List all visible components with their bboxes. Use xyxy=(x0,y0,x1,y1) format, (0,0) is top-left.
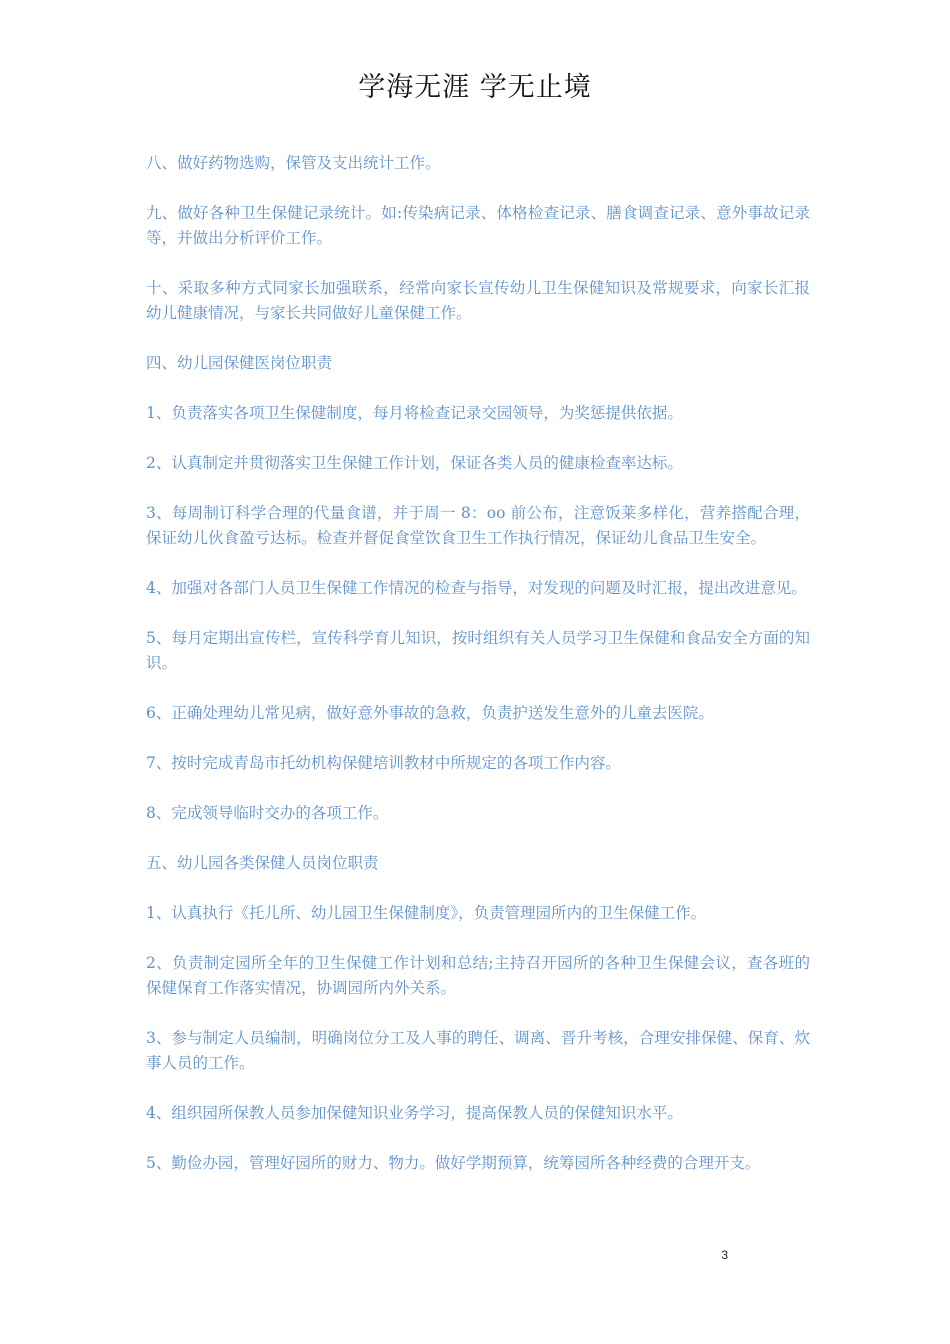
duty-item-2: 2、认真制定并贯彻落实卫生保健工作计划，保证各类人员的健康检查率达标。 xyxy=(146,454,683,472)
staff-duty-item-3: 3、参与制定人员编制，明确岗位分工及人事的聘任、调离、晋升考核，合理安排保健、保育、炊事人员的工作。 xyxy=(146,1029,810,1072)
section-heading-4: 四、幼儿园保健医岗位职责 xyxy=(146,354,333,372)
duty-item-7: 7、按时完成青岛市托幼机构保健培训教材中所规定的各项工作内容。 xyxy=(146,754,621,772)
duty-item-5: 5、每月定期出宣传栏，宣传科学育儿知识，按时组织有关人员学习卫生保健和食品安全方面的知识。 xyxy=(146,629,810,672)
staff-duty-item-5: 5、勤俭办园，管理好园所的财力、物力。做好学期预算，统筹园所各种经费的合理开支。 xyxy=(146,1154,761,1172)
duty-item-4: 4、加强对各部门人员卫生保健工作情况的检查与指导，对发现的问题及时汇报，提出改进意见。 xyxy=(146,579,807,597)
page-header-title: 学海无涯 学无止境 xyxy=(358,72,592,103)
duty-item-3: 3、每周制订科学合理的代量食谱，并于周一 8：oo 前公布，注意饭莱多样化，营养搭配合理，保证幼儿伙食盈亏达标。检查并督促食堂饮食卫生工作执行情况，保证幼儿食品卫生安全。 xyxy=(146,504,810,547)
document-body xyxy=(146,151,810,1201)
staff-duty-item-1: 1、认真执行《托儿所、幼儿园卫生保健制度》，负责管理园所内的卫生保健工作。 xyxy=(146,904,707,922)
duty-item-8: 8、完成领导临时交办的各项工作。 xyxy=(146,804,389,822)
section-heading-5: 五、幼儿园各类保健人员岗位职责 xyxy=(146,854,379,872)
paragraph-item-10: 十、采取多种方式同家长加强联系，经常向家长宣传幼儿卫生保健知识及常规要求，向家长汇报幼儿健康情况，与家长共同做好儿童保健工作。 xyxy=(146,279,810,322)
staff-duty-item-2: 2、负责制定园所全年的卫生保健工作计划和总结;主持召开园所的各种卫生保健会议，查各班的保健保育工作落实情况，协调园所内外关系。 xyxy=(146,954,810,997)
paragraph-item-9: 九、做好各种卫生保健记录统计。如:传染病记录、体格检查记录、膳食调查记录、意外事故记录等，并做出分析评价工作。 xyxy=(146,204,810,247)
paragraph-item-8: 八、做好药物选购，保管及支出统计工作。 xyxy=(146,154,441,172)
duty-item-1: 1、负责落实各项卫生保健制度，每月将检查记录交园领导，为奖惩提供依据。 xyxy=(146,404,683,422)
page-number: 3 xyxy=(721,1248,728,1262)
staff-duty-item-4: 4、组织园所保教人员参加保健知识业务学习，提高保教人员的保健知识水平。 xyxy=(146,1104,683,1122)
duty-item-6: 6、正确处理幼儿常见病，做好意外事故的急救，负责护送发生意外的儿童去医院。 xyxy=(146,704,714,722)
